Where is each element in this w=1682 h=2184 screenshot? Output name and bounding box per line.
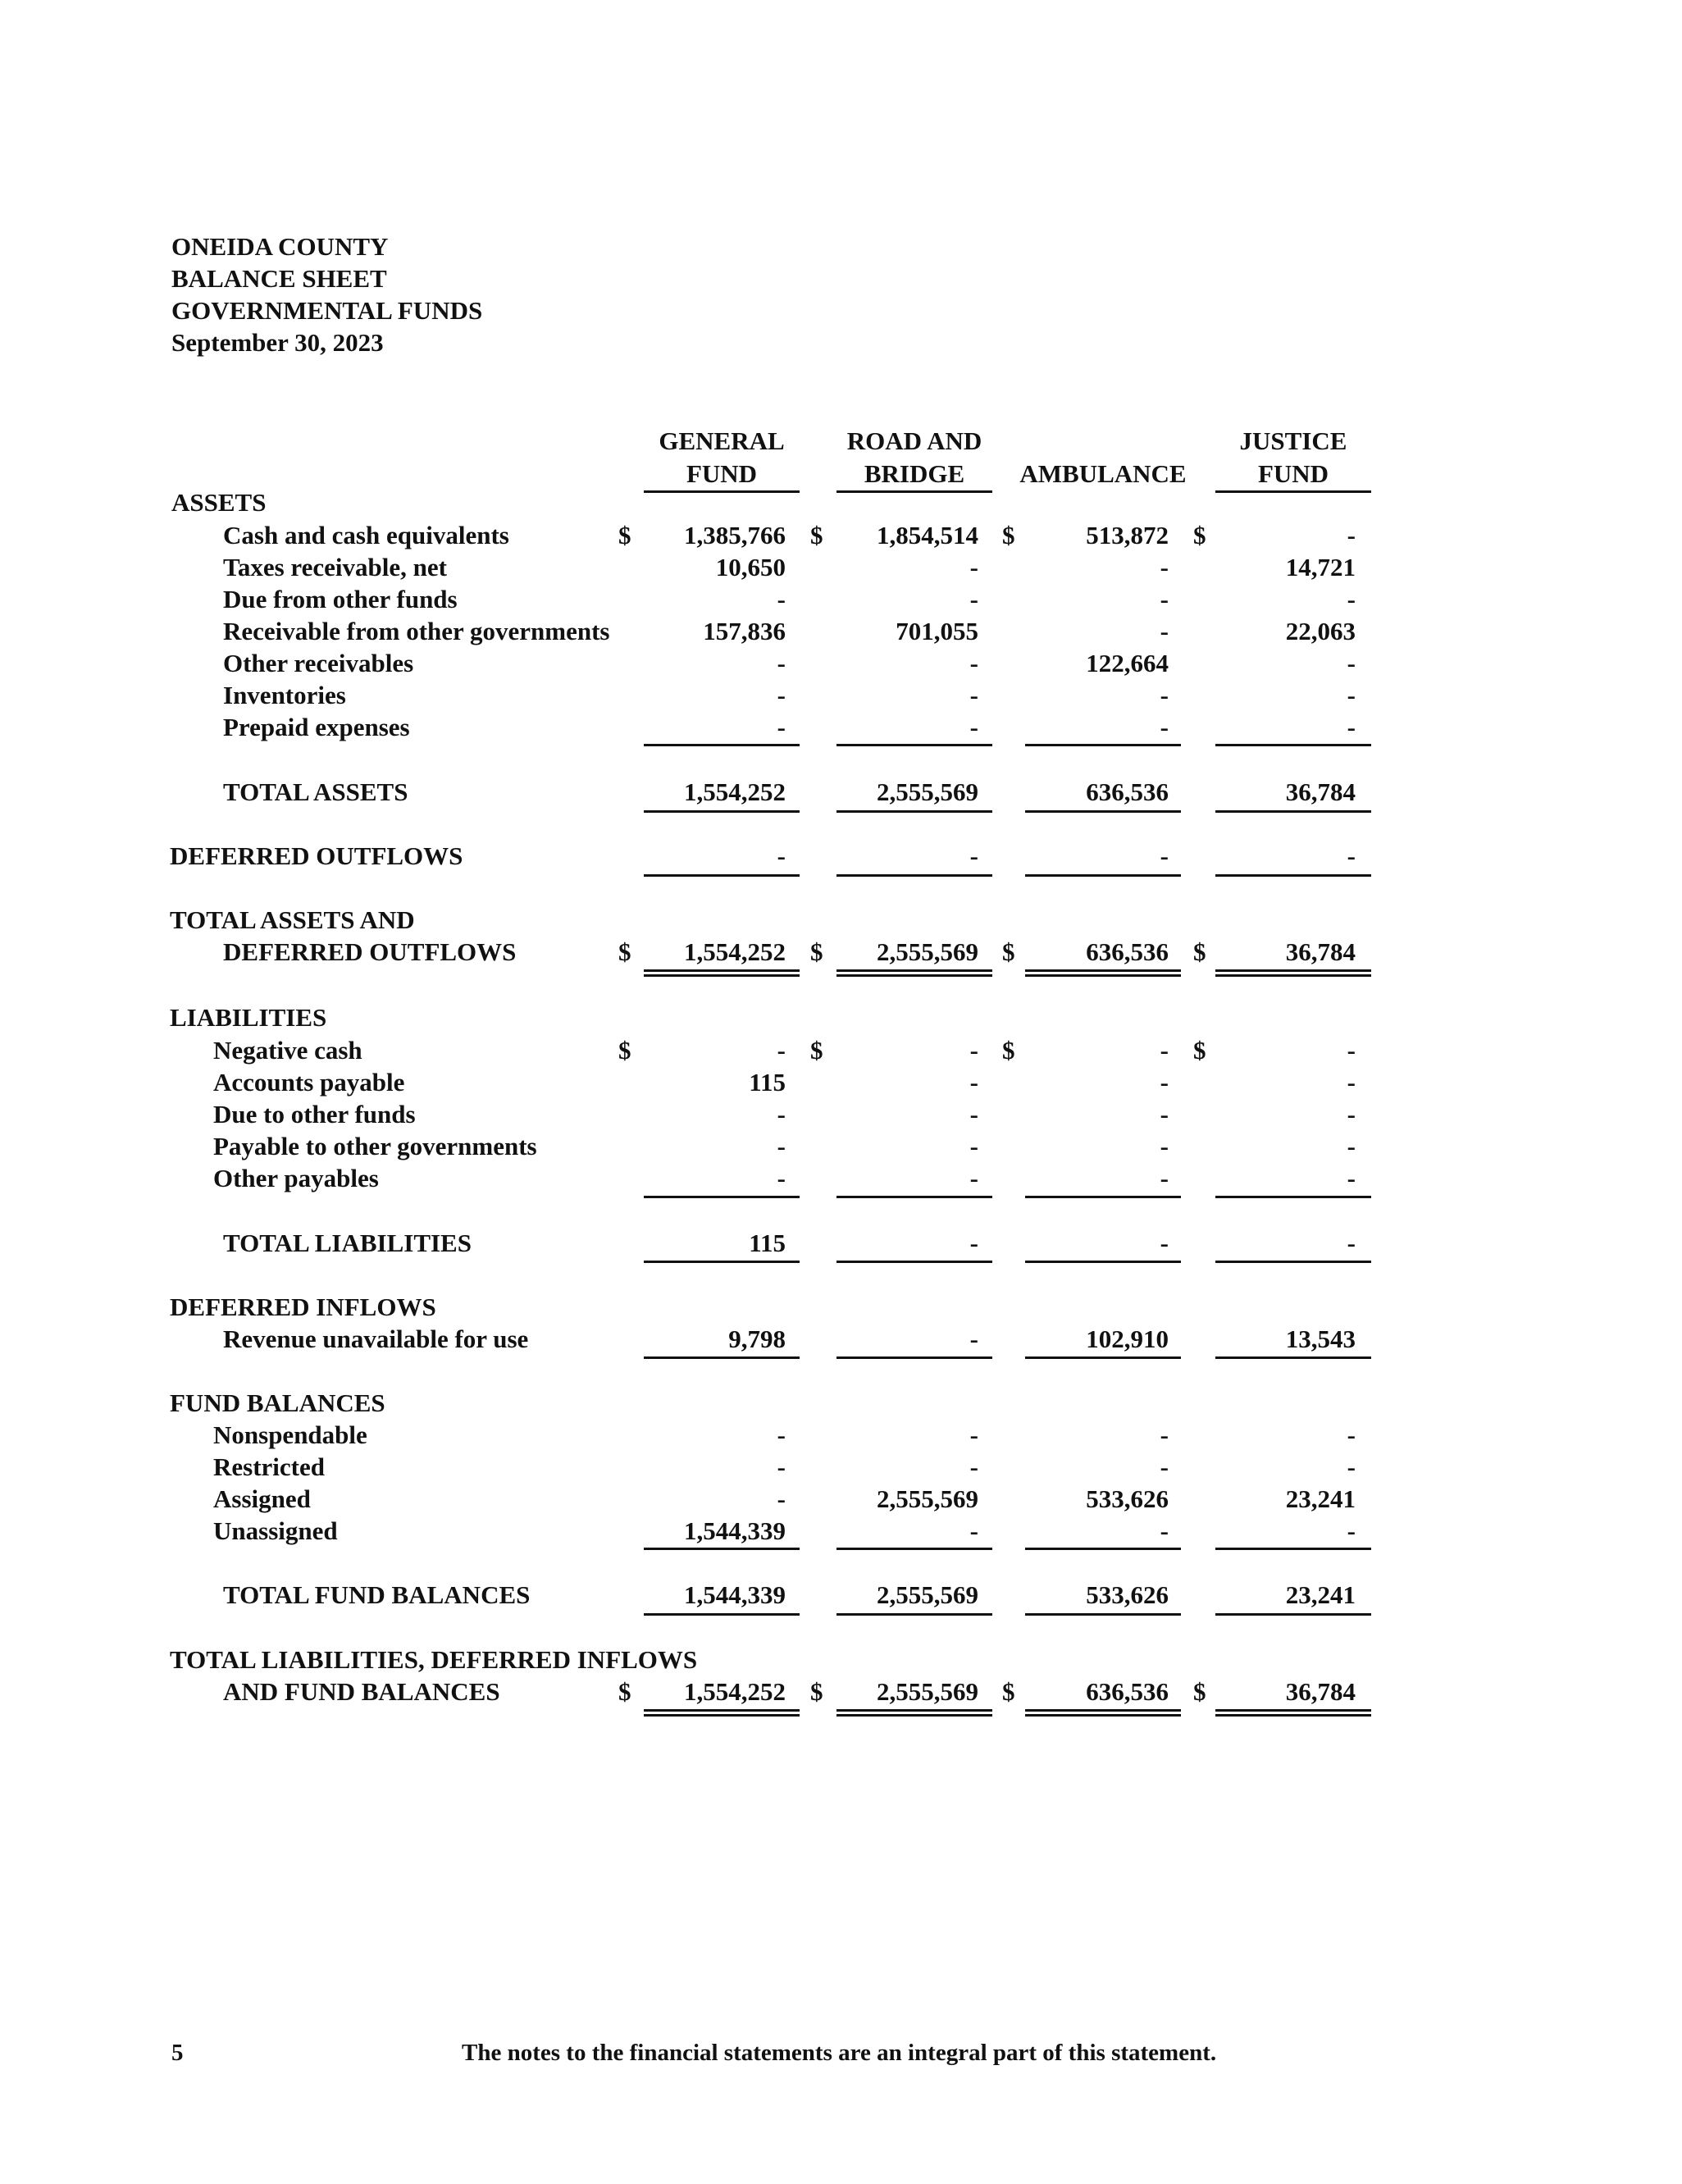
double-underline (644, 1709, 800, 1717)
column-header-line1: ROAD AND (846, 426, 982, 455)
cell-value: - (1347, 1068, 1356, 1097)
cell-value: 115 (749, 1229, 786, 1257)
cell-value: - (777, 841, 786, 870)
cell-value: 1,385,766 (684, 521, 786, 549)
double-underline (1215, 1709, 1371, 1717)
single-underline (644, 1196, 800, 1198)
single-underline (1215, 1613, 1371, 1616)
column-header-underline (1215, 490, 1371, 493)
cell-value: 1,544,339 (684, 1516, 786, 1545)
cell-value: - (1160, 1229, 1169, 1257)
cell-value: - (777, 1484, 786, 1513)
currency-symbol: $ (810, 937, 823, 966)
single-underline (644, 1613, 800, 1616)
cell-value: - (1160, 1132, 1169, 1160)
cell-value: 13,543 (1285, 1325, 1356, 1353)
currency-symbol: $ (1002, 1036, 1015, 1065)
cell-value: 533,626 (1086, 1580, 1169, 1609)
cell-value: - (777, 1452, 786, 1481)
single-underline (836, 1356, 992, 1359)
section-heading-fund-balances: FUND BALANCES (170, 1388, 385, 1417)
currency-symbol: $ (1002, 521, 1015, 549)
cell-value: 1,554,252 (684, 937, 786, 966)
double-underline (644, 969, 800, 977)
cell-value: 2,555,569 (877, 1484, 978, 1513)
column-header-line1: JUSTICE (1239, 426, 1347, 455)
cell-value: 513,872 (1086, 521, 1169, 549)
single-underline (1025, 1613, 1181, 1616)
single-underline (644, 810, 800, 813)
column-header-line1 (1013, 425, 1193, 458)
cell-value: 157,836 (703, 617, 786, 645)
cell-value: - (969, 553, 978, 581)
column-header-line2: AMBULANCE (1019, 459, 1187, 488)
column-header-ambulance (1013, 425, 1193, 490)
row-label: Accounts payable (213, 1068, 405, 1097)
single-underline (1215, 1196, 1371, 1198)
currency-symbol: $ (1002, 1677, 1015, 1706)
column-header-line2: BRIDGE (864, 459, 965, 488)
cell-value: 636,536 (1086, 937, 1169, 966)
section-heading-liabilities: LIABILITIES (170, 1003, 327, 1032)
row-label: Revenue unavailable for use (223, 1325, 529, 1353)
cell-value: - (1347, 1036, 1356, 1065)
section-heading-assets: ASSETS (171, 488, 267, 517)
single-underline (836, 1196, 992, 1198)
cell-value: - (969, 585, 978, 613)
cell-value: - (1347, 1516, 1356, 1545)
row-label: Prepaid expenses (223, 713, 410, 741)
cell-value: 2,555,569 (877, 1580, 978, 1609)
single-underline (1025, 1356, 1181, 1359)
cell-value: - (969, 1420, 978, 1449)
single-underline (836, 1613, 992, 1616)
cell-value: 1,554,252 (684, 1677, 786, 1706)
row-label: Unassigned (213, 1516, 338, 1545)
currency-symbol: $ (1193, 937, 1206, 966)
cell-value: - (1347, 1452, 1356, 1481)
cell-value: - (969, 1452, 978, 1481)
currency-symbol: $ (618, 1677, 631, 1706)
column-header-underline (836, 490, 992, 493)
section-heading-total-liabilities: TOTAL LIABILITIES, DEFERRED INFLOWS (170, 1645, 698, 1674)
cell-value: - (1347, 681, 1356, 709)
row-label: Due to other funds (213, 1100, 416, 1128)
row-label-total-assets: TOTAL ASSETS (223, 777, 408, 806)
report-subtitle: GOVERNMENTAL FUNDS (171, 296, 483, 325)
single-underline (1215, 744, 1371, 746)
row-label: Receivable from other governments (223, 617, 610, 645)
cell-value: 1,554,252 (684, 777, 786, 806)
cell-value: - (1160, 1068, 1169, 1097)
cell-value: - (1347, 1420, 1356, 1449)
cell-value: - (1160, 553, 1169, 581)
cell-value: - (1347, 713, 1356, 741)
row-label-and-fund-balances: AND FUND BALANCES (223, 1677, 500, 1706)
single-underline (644, 874, 800, 877)
single-underline (1025, 744, 1181, 746)
row-label-total-liabilities: TOTAL LIABILITIES (223, 1229, 472, 1257)
row-label-total-fund-balances: TOTAL FUND BALANCES (223, 1580, 531, 1609)
row-label: Other payables (213, 1164, 379, 1192)
report-title: BALANCE SHEET (171, 264, 387, 293)
cell-value: - (1160, 713, 1169, 741)
currency-symbol: $ (810, 1036, 823, 1065)
cell-value: 23,241 (1285, 1484, 1356, 1513)
footer-note: The notes to the financial statements are an integral part of this statement. (462, 2040, 1217, 2066)
row-label: Payable to other governments (213, 1132, 537, 1160)
cell-value: - (969, 1068, 978, 1097)
double-underline (1215, 969, 1371, 977)
column-header-underline (644, 490, 800, 493)
cell-value: - (777, 1164, 786, 1192)
report-date: September 30, 2023 (171, 328, 384, 357)
cell-value: - (777, 1420, 786, 1449)
single-underline (644, 1261, 800, 1263)
cell-value: 115 (749, 1068, 786, 1097)
single-underline (836, 874, 992, 877)
cell-value: 636,536 (1086, 777, 1169, 806)
single-underline (644, 1548, 800, 1550)
cell-value: 36,784 (1285, 1677, 1356, 1706)
cell-value: - (969, 713, 978, 741)
cell-value: 2,555,569 (877, 1677, 978, 1706)
column-header-road-and-bridge (836, 425, 992, 490)
cell-value: 636,536 (1086, 1677, 1169, 1706)
currency-symbol: $ (1002, 937, 1015, 966)
cell-value: - (969, 1325, 978, 1353)
single-underline (836, 810, 992, 813)
cell-value: - (777, 713, 786, 741)
cell-value: - (969, 1516, 978, 1545)
cell-value: - (1160, 585, 1169, 613)
cell-value: - (1347, 649, 1356, 677)
column-header-line1: GENERAL (659, 426, 785, 455)
currency-symbol: $ (810, 1677, 823, 1706)
column-header-line2: FUND (1257, 459, 1329, 488)
currency-symbol: $ (1193, 521, 1206, 549)
cell-value: - (777, 649, 786, 677)
cell-value: - (1160, 617, 1169, 645)
cell-value: 9,798 (728, 1325, 786, 1353)
report-entity: ONEIDA COUNTY (171, 232, 389, 261)
cell-value: 2,555,569 (877, 777, 978, 806)
cell-value: - (1160, 1036, 1169, 1065)
cell-value: - (969, 1164, 978, 1192)
single-underline (1215, 1548, 1371, 1550)
column-header-general-fund (644, 425, 800, 490)
cell-value: 122,664 (1086, 649, 1169, 677)
currency-symbol: $ (618, 521, 631, 549)
single-underline (836, 1548, 992, 1550)
cell-value: 10,650 (715, 553, 786, 581)
cell-value: - (1160, 1164, 1169, 1192)
cell-value: - (1160, 1452, 1169, 1481)
row-label: Due from other funds (223, 585, 458, 613)
single-underline (1215, 810, 1371, 813)
cell-value: - (1347, 1100, 1356, 1128)
cell-value: - (1347, 585, 1356, 613)
cell-value: 1,854,514 (877, 521, 978, 549)
single-underline (1215, 1261, 1371, 1263)
row-label-deferred-outflows-total: DEFERRED OUTFLOWS (223, 937, 517, 966)
cell-value: - (969, 1132, 978, 1160)
cell-value: - (777, 1100, 786, 1128)
currency-symbol: $ (618, 937, 631, 966)
row-label: Other receivables (223, 649, 414, 677)
cell-value: - (969, 841, 978, 870)
row-label: Negative cash (213, 1036, 362, 1065)
row-label: Taxes receivable, net (223, 553, 447, 581)
currency-symbol: $ (1193, 1677, 1206, 1706)
cell-value: - (1160, 841, 1169, 870)
single-underline (1025, 874, 1181, 877)
cell-value: - (1347, 1164, 1356, 1192)
section-heading-deferred-outflows: DEFERRED OUTFLOWS (170, 841, 463, 870)
cell-value: - (1160, 681, 1169, 709)
cell-value: 533,626 (1086, 1484, 1169, 1513)
double-underline (1025, 969, 1181, 977)
single-underline (1215, 1356, 1371, 1359)
page-number: 5 (171, 2040, 184, 2066)
cell-value: 2,555,569 (877, 937, 978, 966)
double-underline (836, 969, 992, 977)
cell-value: - (1347, 841, 1356, 870)
cell-value: - (969, 1229, 978, 1257)
single-underline (1025, 1548, 1181, 1550)
column-header-line2: FUND (686, 459, 758, 488)
single-underline (1025, 1196, 1181, 1198)
row-label: Cash and cash equivalents (223, 521, 509, 549)
cell-value: - (1160, 1516, 1169, 1545)
single-underline (1025, 810, 1181, 813)
currency-symbol: $ (1193, 1036, 1206, 1065)
cell-value: 14,721 (1285, 553, 1356, 581)
cell-value: 36,784 (1285, 777, 1356, 806)
double-underline (836, 1709, 992, 1717)
cell-value: - (1160, 1420, 1169, 1449)
cell-value: - (1347, 1132, 1356, 1160)
single-underline (836, 744, 992, 746)
single-underline (1215, 874, 1371, 877)
double-underline (1025, 1709, 1181, 1717)
cell-value: - (969, 1100, 978, 1128)
row-label: Nonspendable (213, 1420, 367, 1449)
cell-value: - (969, 649, 978, 677)
single-underline (644, 1356, 800, 1359)
currency-symbol: $ (618, 1036, 631, 1065)
cell-value: 701,055 (896, 617, 978, 645)
cell-value: 102,910 (1086, 1325, 1169, 1353)
currency-symbol: $ (810, 521, 823, 549)
row-label: Assigned (213, 1484, 311, 1513)
single-underline (1025, 1261, 1181, 1263)
cell-value: - (777, 1132, 786, 1160)
cell-value: 22,063 (1285, 617, 1356, 645)
cell-value: - (777, 681, 786, 709)
section-heading-deferred-inflows: DEFERRED INFLOWS (170, 1293, 436, 1321)
cell-value: - (1347, 521, 1356, 549)
single-underline (644, 744, 800, 746)
cell-value: - (777, 585, 786, 613)
cell-value: - (777, 1036, 786, 1065)
cell-value: 36,784 (1285, 937, 1356, 966)
cell-value: - (969, 1036, 978, 1065)
single-underline (836, 1261, 992, 1263)
row-label: Inventories (223, 681, 346, 709)
cell-value: - (1347, 1229, 1356, 1257)
column-header-justice-fund (1215, 425, 1371, 490)
cell-value: 1,544,339 (684, 1580, 786, 1609)
cell-value: - (1160, 1100, 1169, 1128)
section-heading-total-assets-and: TOTAL ASSETS AND (170, 905, 415, 934)
cell-value: 23,241 (1285, 1580, 1356, 1609)
cell-value: - (969, 681, 978, 709)
row-label: Restricted (213, 1452, 325, 1481)
